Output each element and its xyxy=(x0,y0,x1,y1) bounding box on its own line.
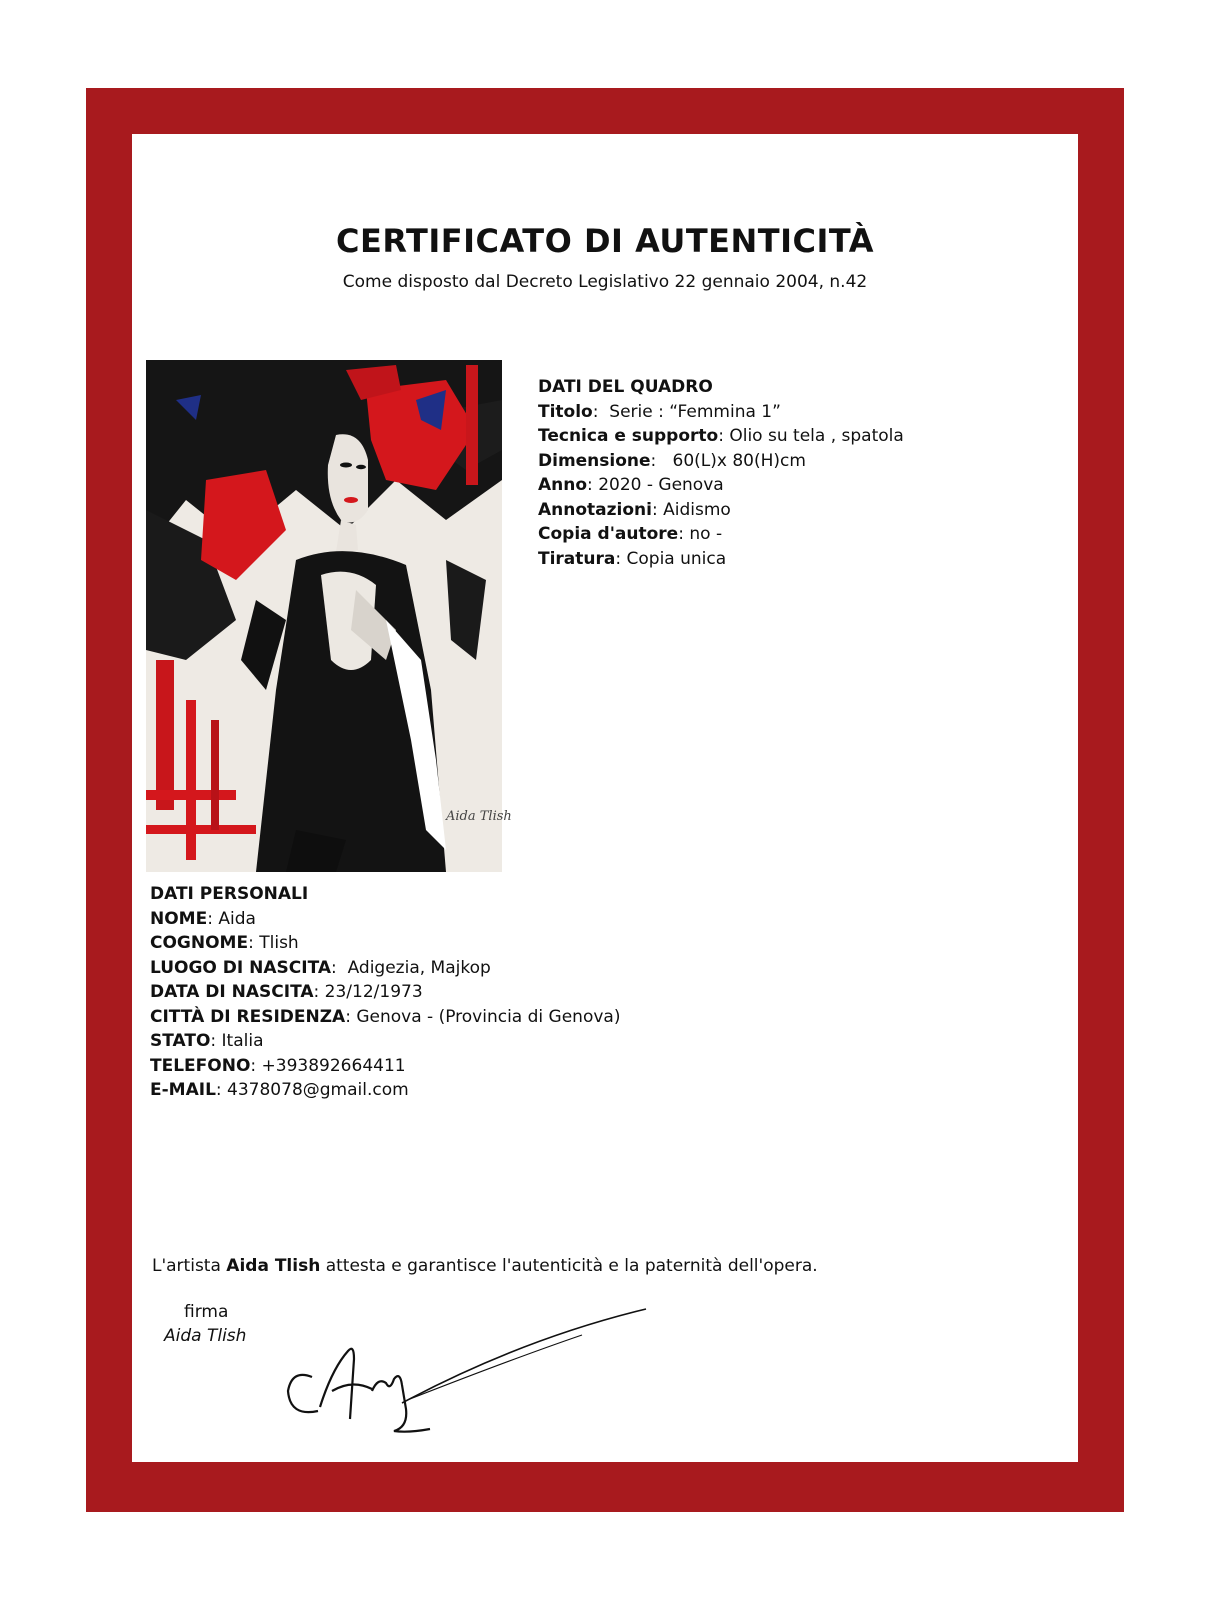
title-row: Titolo: Serie : “Femmina 1” xyxy=(538,401,781,422)
surname-row: COGNOME: Tlish xyxy=(150,933,299,953)
print-run-label: Tiratura xyxy=(538,548,616,569)
technique-row: Tecnica e supporto: Olio su tela , spatola xyxy=(538,426,904,446)
author-copy-label: Copia d'autore xyxy=(538,524,679,544)
attestation-suffix: attesta e garantisce l'autenticità e la paternità dell'opera. xyxy=(320,1256,818,1276)
name-value: Aida xyxy=(218,908,256,929)
birthdate-value: 23/12/1973 xyxy=(324,982,423,1002)
notes-row: Annotazioni: Aidismo xyxy=(538,499,731,520)
painting-artwork xyxy=(146,360,512,872)
author-copy-value: no - xyxy=(689,524,723,544)
phone-value: +393892664411 xyxy=(261,1055,406,1076)
email-value: 4378078@gmail.com xyxy=(227,1080,409,1100)
name-row: NOME: Aida xyxy=(150,908,256,929)
phone-row: TELEFONO: +393892664411 xyxy=(150,1055,406,1076)
signature-label: firma xyxy=(184,1302,229,1322)
dimension-label: Dimensione xyxy=(538,450,651,471)
surname-value: Tlish xyxy=(259,933,299,953)
dimension-value: 60(L)x 80(H)cm xyxy=(672,450,806,471)
painting-data-heading: DATI DEL QUADRO xyxy=(538,377,713,397)
technique-label: Tecnica e supporto xyxy=(538,426,719,446)
signature-name: Aida Tlish xyxy=(164,1326,247,1346)
birthplace-row: LUOGO DI NASCITA: Adigezia, Majkop xyxy=(150,957,491,978)
technique-value: Olio su tela , spatola xyxy=(729,426,904,446)
residence-label: CITTÀ DI RESIDENZA xyxy=(150,1006,346,1027)
signature-drawing xyxy=(282,1299,652,1434)
country-value: Italia xyxy=(221,1031,264,1051)
email-label: E-MAIL xyxy=(150,1080,216,1100)
certificate-sheet xyxy=(132,134,1078,1462)
birthplace-value: Adigezia, Majkop xyxy=(347,957,491,978)
email-row: E-MAIL: 4378078@gmail.com xyxy=(150,1080,409,1100)
birthdate-label: DATA DI NASCITA xyxy=(150,982,314,1002)
phone-label: TELEFONO xyxy=(150,1055,251,1076)
painting-signature: Aida Tlish xyxy=(446,809,512,824)
author-copy-row: Copia d'autore: no - xyxy=(538,524,723,544)
surname-label: COGNOME xyxy=(150,933,249,953)
title-label: Titolo xyxy=(538,401,593,422)
country-row: STATO: Italia xyxy=(150,1031,264,1051)
year-row: Anno: 2020 - Genova xyxy=(538,475,724,495)
notes-value: Aidismo xyxy=(663,499,731,520)
painting-image xyxy=(146,360,512,872)
birthplace-label: LUOGO DI NASCITA xyxy=(150,957,332,978)
residence-row: CITTÀ DI RESIDENZA: Genova - (Provincia di Genova) xyxy=(150,1006,621,1027)
residence-value: Genova - (Provincia di Genova) xyxy=(356,1006,621,1027)
name-label: NOME xyxy=(150,908,208,929)
handwritten-signature xyxy=(282,1299,652,1434)
attestation-prefix: L'artista xyxy=(152,1256,227,1276)
personal-data-section xyxy=(150,882,620,1103)
personal-data-heading: DATI PERSONALI xyxy=(150,884,309,904)
attestation-artist: Aida Tlish xyxy=(226,1256,321,1276)
title-value: Serie : “Femmina 1” xyxy=(609,401,781,422)
print-run-row: Tiratura: Copia unica xyxy=(538,548,727,569)
year-value: 2020 - Genova xyxy=(598,475,724,495)
year-label: Anno xyxy=(538,475,588,495)
country-label: STATO xyxy=(150,1031,211,1051)
certificate-frame xyxy=(86,88,1124,1512)
dimension-row: Dimensione: 60(L)x 80(H)cm xyxy=(538,450,806,471)
painting-data-section xyxy=(538,375,904,571)
attestation-text xyxy=(152,1256,818,1276)
certificate-title: CERTIFICATO DI AUTENTICITÀ xyxy=(335,222,875,260)
birthdate-row: DATA DI NASCITA: 23/12/1973 xyxy=(150,982,423,1002)
notes-label: Annotazioni xyxy=(538,499,652,520)
certificate-subtitle: Come disposto dal Decreto Legislativo 22 gennaio 2004, n.42 xyxy=(342,272,868,292)
print-run-value: Copia unica xyxy=(626,548,727,569)
